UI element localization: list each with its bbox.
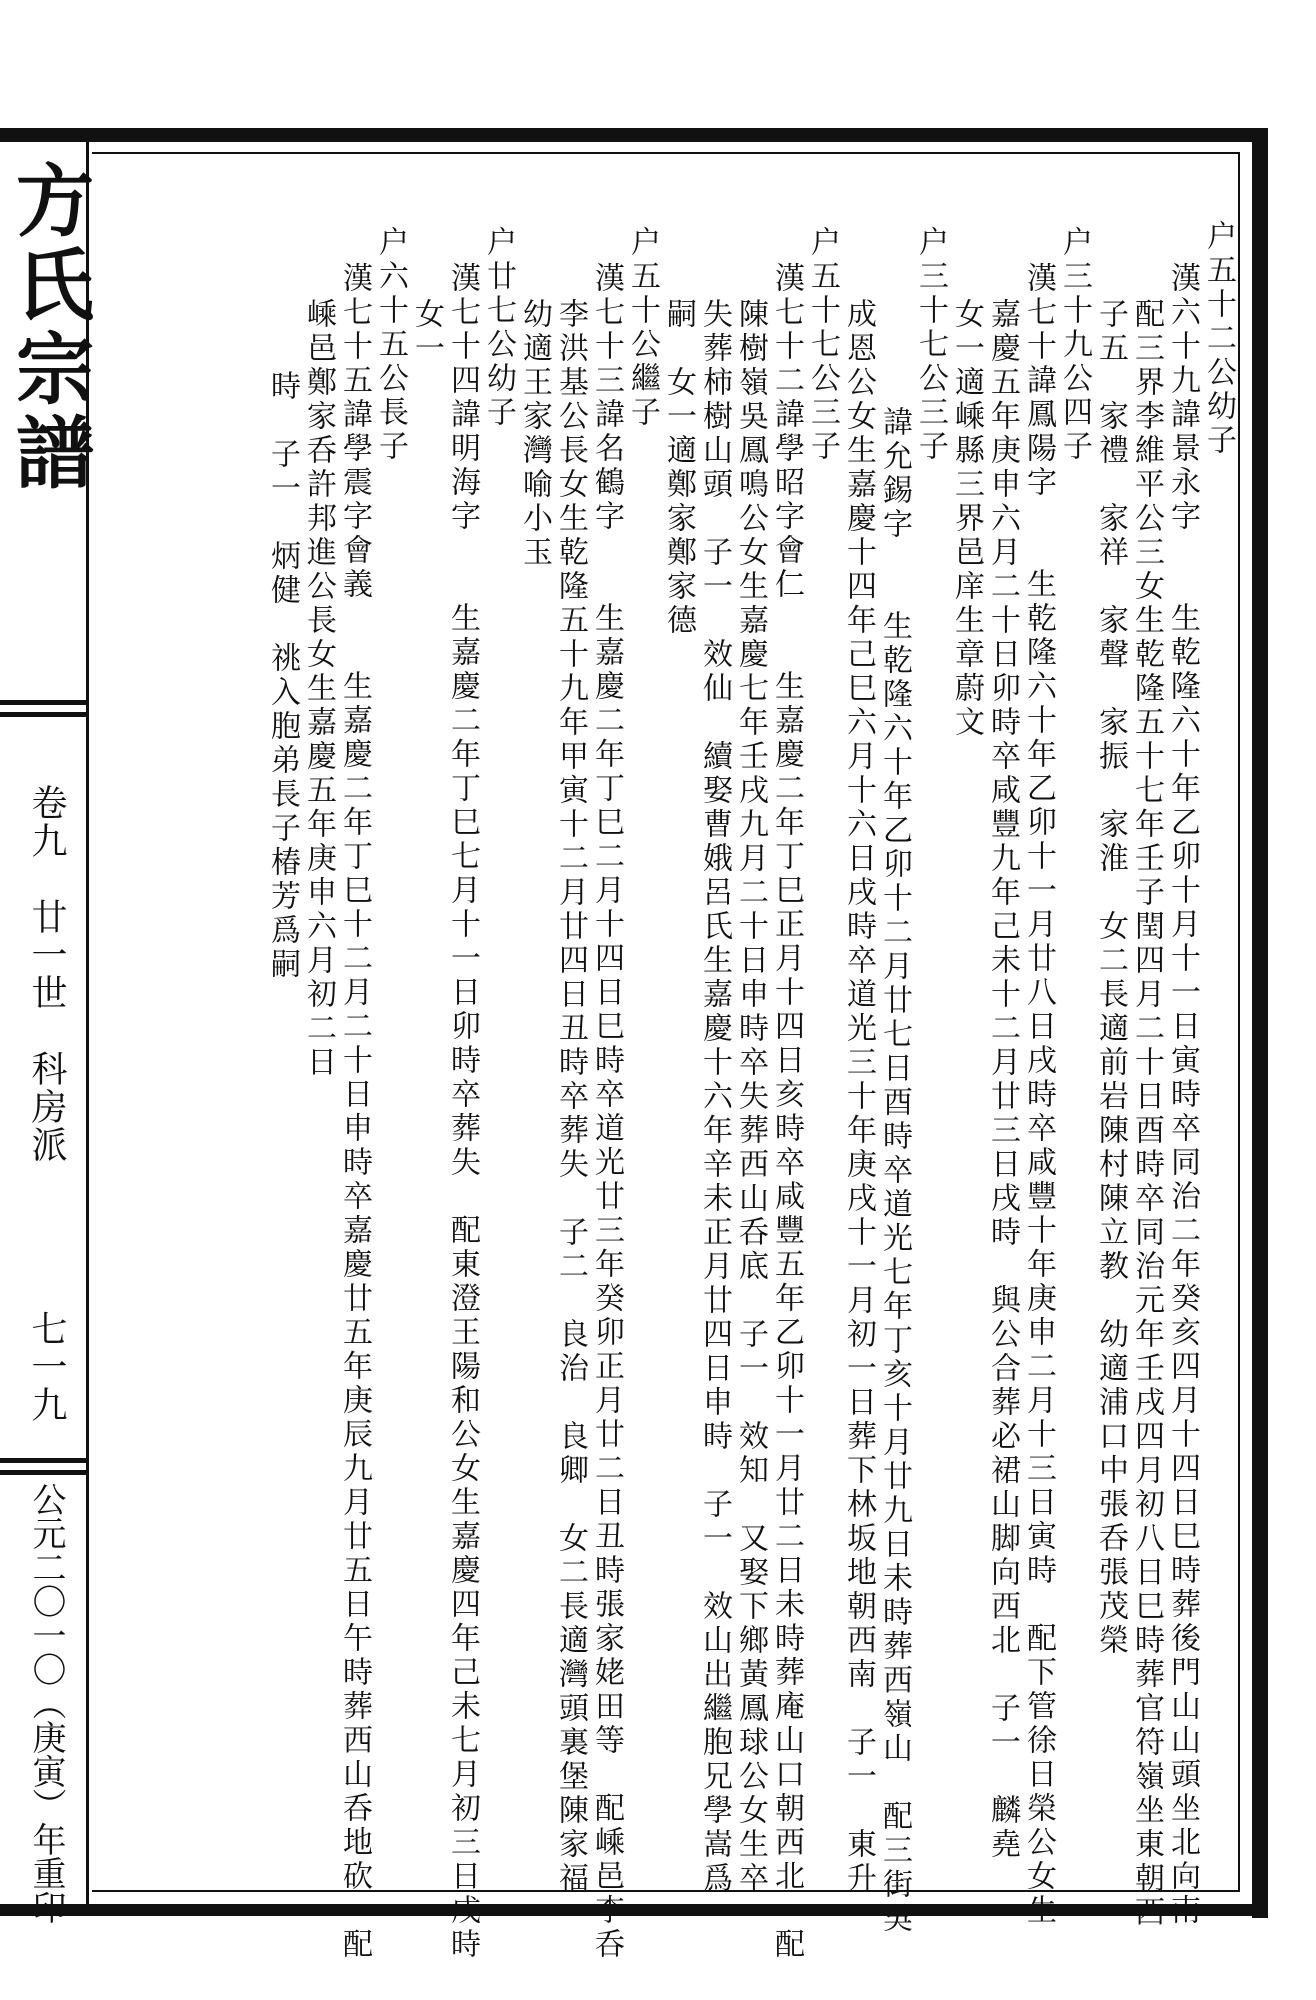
text-column: 户五十七公三子 [805,226,840,464]
page-number: 七一九 [26,1310,67,1424]
text-column: 女一 [409,298,444,366]
text-column: 嗣 女一適鄭家鄭家德 [661,298,696,638]
text-column: 失葬柿樹山頭 子一 效仙 續娶曹娥呂氏生嘉慶十六年辛未正月廿四日申時 子一 效山出繼胞兄學嵩爲 [697,298,732,1896]
text-column: 户五十公繼子 [625,226,660,430]
text-column: 諱允錫字 生乾隆六十年乙卯十二月廿七日酉時卒道光七年丁亥十月廿九日未時葬西嶺山 配三街吳 [877,406,912,1936]
text-column: 漢六十九諱景永字 生乾隆六十年乙卯十月十一日寅時卒同治二年癸亥四月十四日巳時葬後門山山頭坐北向南 [1165,262,1200,1928]
text-column: 陳樹嶺吳鳳鳴公女生嘉慶七年壬戌九月二十日申時卒失葬西山呑底 子一 效知 又娶下鄉黃鳳球公女生卒 [733,298,768,1896]
text-column: 嘉慶五年庚申六月二十日卯時卒咸豐九年己未十二月廿三日戌時 與公合葬必裙山脚向西北 子一 麟堯 [985,298,1020,1862]
text-column: 户六十五公長子 [373,226,408,464]
text-column: 子五 家禮 家祥 家聲 家振 家淮 女二長適前岩陳村陳立教 幼適浦口中張呑張茂榮 [1093,298,1128,1658]
text-column: 户廿七公幼子 [481,226,516,430]
text-column: 漢七十二諱學昭字會仁 生嘉慶二年丁巳正月十四日亥時卒咸豐五年乙卯十一月廿二日未時葬庵山口朝西北 配 [769,262,804,1962]
top-border [0,128,1266,142]
text-column: 户三十七公三子 [913,226,948,464]
band-rule-upper-2 [0,712,88,717]
text-column: 配三界李維平公三女生乾隆五十七年壬子閏四月二十日酉時卒同治元年壬戌四月初八日巳時葬官符嶺坐東朝西 [1129,298,1164,1930]
text-column: 李洪基公長女生乾隆五十九年甲寅十二月廿四日丑時卒葬失 子二 良治 良卿 女二長適灣頭裏堡陳家福 [553,298,588,1896]
text-column: 户五十二公幼子 [1201,220,1236,458]
text-column: 漢七十五諱學震字會義 生嘉慶二年丁巳十二月二十日申時卒嘉慶廿五年庚辰九月廿五日午時葬西山呑地砍 配 [337,262,372,1962]
band-rule-lower-2 [0,1470,88,1475]
bottom-border [0,1904,1266,1916]
band-rule-upper [0,700,88,705]
reprint-note: 公元二〇一〇（庚寅）年重印 [26,1482,66,1924]
text-column: 户三十九公四子 [1057,226,1092,464]
right-border [1252,128,1268,1918]
text-column: 幼適王家灣喻小玉 [517,298,552,570]
text-column: 成恩公女生嘉慶十四年己巳六月十六日戌時卒道光三十年庚戌十一月初一日葬下林坂地朝西南 子一 東升 [841,298,876,1896]
text-column: 漢七十四諱明海字 生嘉慶二年丁巳七月十一日卯時卒葬失 配東澄王陽和公女生嘉慶四年己未七月初三日戌時 [445,262,480,1962]
text-column: 漢七十諱鳳陽字 生乾隆六十年乙卯十一月廿八日戌時卒咸豐十年庚申二月十三日寅時 配下管徐日榮公女生 [1021,262,1056,1928]
text-column: 嵊邑鄭家呑許邦進公長女生嘉慶五年庚申六月初二日 [301,298,336,1080]
text-column: 漢七十三諱名鶴字 生嘉慶二年丁巳二月十四日巳時卒道光廿三年癸卯正月廿二日丑時張家姥田等 配嵊邑李呑 [589,262,624,1962]
chapter-label: 卷九 廿一世 科房派 [26,784,67,1164]
band-rule-lower [0,1458,88,1463]
text-column: 女一適嵊縣三界邑庠生章蔚文 [949,298,984,740]
text-column: 時 子一 炳健 祧入胞弟長子椿芳爲嗣 [265,370,300,982]
book-title: 方氏宗譜 [3,160,94,496]
